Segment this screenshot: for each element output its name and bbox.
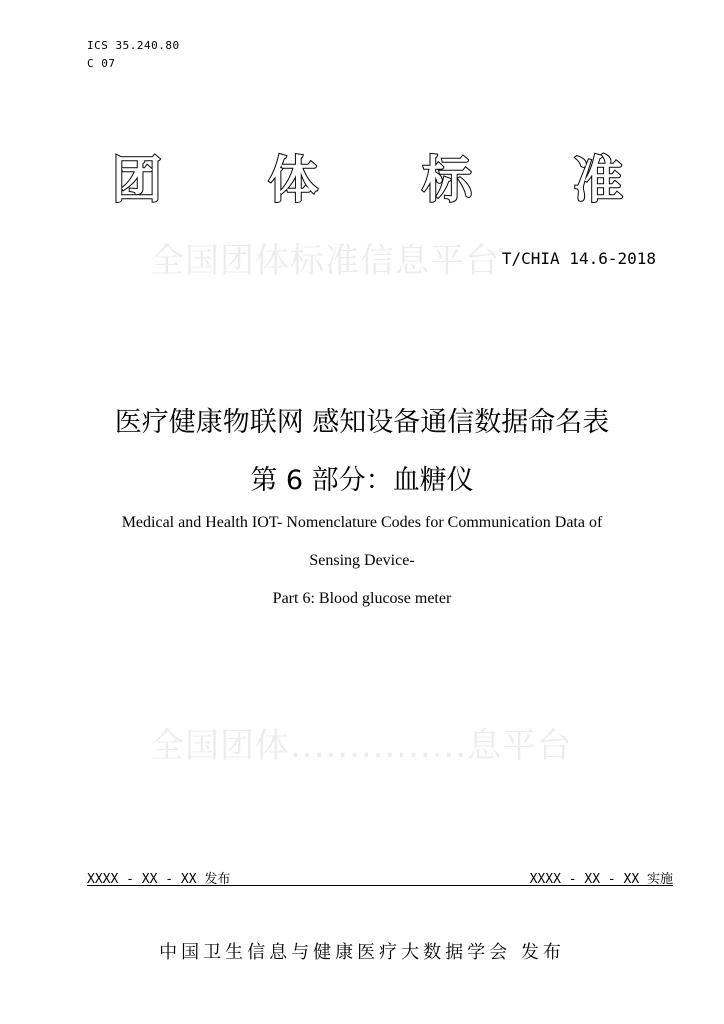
standard-type-char: 标 [422, 151, 472, 209]
title-en-line1: Medical and Health IOT- Nomenclature Codes for Communication Data of [121, 514, 603, 531]
title-cn-line1: 医疗健康物联网 感知设备通信数据命名表 [114, 407, 610, 438]
divider-line [87, 885, 673, 886]
implement-date: XXXX - XX - XX 实施 [529, 872, 673, 887]
publisher: 中国卫生信息与健康医疗大数据学会 发布 [159, 942, 565, 963]
classification-codes [87, 37, 180, 73]
ics-code: ICS 35.240.80 [87, 39, 180, 52]
publish-date: XXXX - XX - XX 发布 [87, 872, 231, 887]
watermark: 全国团体标准信息平台 [150, 241, 500, 281]
title-en-line3: Part 6: Blood glucose meter [272, 590, 452, 607]
standard-type-char: 体 [268, 151, 318, 209]
title-en-line2: Sensing Device- [309, 552, 415, 569]
standard-type-heading [0, 150, 724, 210]
watermark-2: 全国团体...............息平台 [150, 726, 573, 766]
title-cn-line2: 第 6 部分：血糖仪 [250, 465, 474, 496]
standard-number: T/CHIA 14.6-2018 [501, 249, 656, 268]
standard-type-char: 团 [112, 151, 162, 209]
ccs-code: C 07 [87, 57, 116, 70]
standard-type-char: 准 [573, 151, 623, 209]
